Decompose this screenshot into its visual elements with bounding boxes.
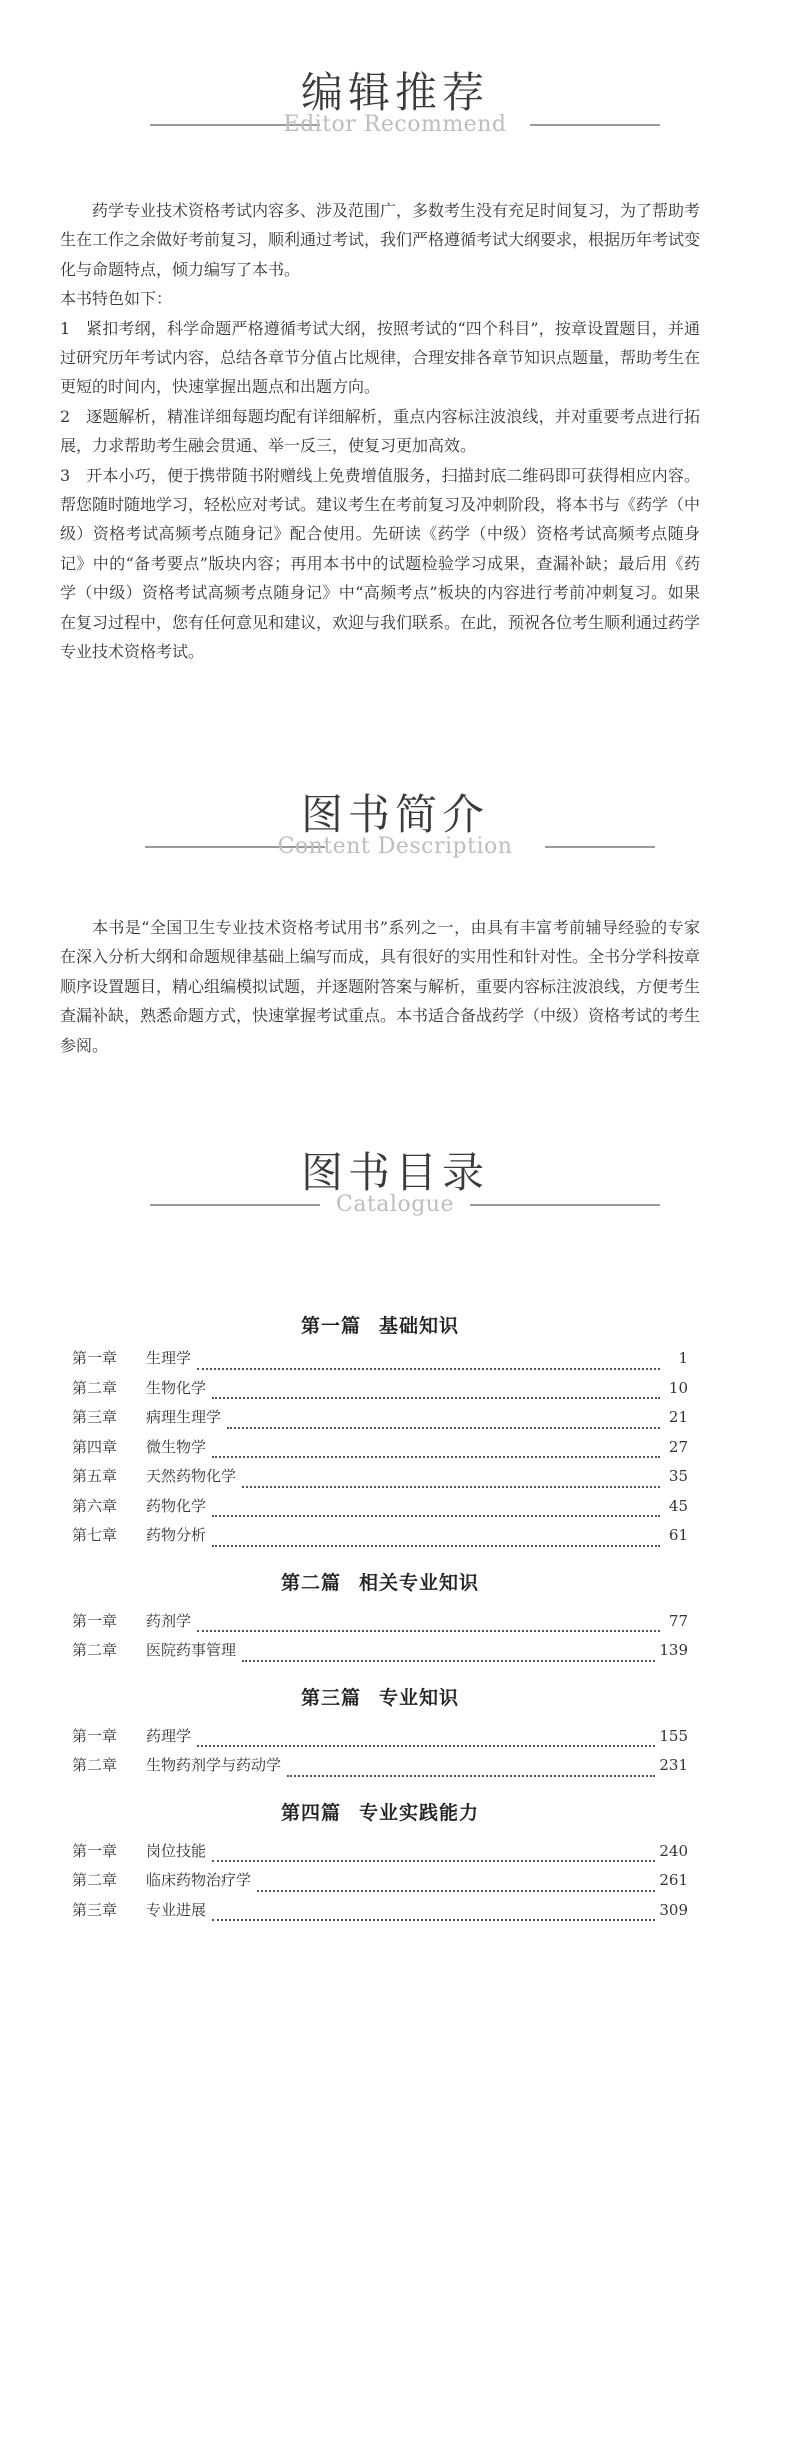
feature-item-2: 2 逐题解析，精准详细每题均配有详细解析，重点内容标注波浪线，并对重要考点进行拓展，力求帮助考生融会贯通、举一反三，使复习更加高效。 — [60, 406, 700, 456]
leader-dots — [212, 1860, 655, 1862]
leader-dots — [197, 1630, 660, 1632]
catalogue-title: 图书目录 — [300, 1148, 489, 1197]
toc-entry[interactable]: 第一章 药剂学 77 — [72, 1607, 688, 1637]
toc-entry[interactable]: 第一章 药理学 155 — [72, 1722, 688, 1752]
leader-dots — [212, 1919, 655, 1921]
catalogue-header — [0, 1148, 790, 1224]
editor-recommend-title: 编辑推荐 — [300, 68, 489, 117]
catalogue-subtitle: Catalogue — [336, 1192, 454, 1217]
editor-recommend-subtitle: Editor Recommend — [283, 112, 507, 137]
table-of-contents — [72, 1308, 688, 1925]
editor-recommend-body — [60, 196, 700, 667]
leader-dots — [287, 1775, 655, 1777]
content-description-body — [60, 913, 700, 1060]
toc-entry[interactable]: 第四章 微生物学 27 — [72, 1433, 688, 1463]
features-label: 本书特色如下： — [60, 289, 173, 309]
toc-entry[interactable]: 第六章 药物化学 45 — [72, 1492, 688, 1522]
content-description-title: 图书简介 — [300, 790, 489, 839]
toc-entry[interactable]: 第五章 天然药物化学 35 — [72, 1462, 688, 1492]
description-paragraph: 本书是“全国卫生专业技术资格考试用书”系列之一，由具有丰富考前辅导经验的专家在深入分析大纲和命题规律基础上编写而成，具有很好的实用性和针对性。全书分学科按章顺序设置题目，精心组编模拟试题，并逐题附答案与解析，重要内容标注波浪线，方便考生查漏补缺，熟悉命题方式，快速掌握考试重点。本书适合备战药学（中级）资格考试的考生参阅。 — [60, 918, 701, 1055]
toc-entry[interactable]: 第二章 临床药物治疗学 261 — [72, 1866, 688, 1896]
toc-part-heading: 第一篇 基础知识 — [300, 1315, 460, 1337]
leader-dots — [197, 1745, 655, 1747]
leader-dots — [212, 1397, 660, 1399]
leader-dots — [212, 1456, 660, 1458]
leader-dots — [257, 1890, 655, 1892]
toc-entry[interactable]: 第二章 生物化学 10 — [72, 1374, 688, 1404]
toc-part-heading: 第四篇 专业实践能力 — [280, 1801, 480, 1824]
content-description-subtitle: Content Description — [277, 834, 513, 859]
feature-item-3: 3 开本小巧，便于携带随书附赠线上免费增值服务，扫描封底二维码即可获得相应内容。帮您随时随地学习，轻松应对考试。建议考生在考前复习及冲刺阶段，将本书与《药学（中级）资格考试高频考点随身记》配合使用。先研读《药学（中级）资格考试高频考点随身记》中的“备考要点”版块内容；再用本书中的试题检验学习成果，查漏补缺；最后用《药学（中级）资格考试高频考点随身记》中“高频考点”板块的内容进行考前冲刺复习。如果在复习过程中，您有任何意见和建议，欢迎与我们联系。在此，预祝各位考生顺利通过药学专业技术资格考试。 — [60, 465, 701, 662]
leader-dots — [212, 1515, 660, 1517]
toc-entry[interactable]: 第七章 药物分析 61 — [72, 1521, 688, 1551]
toc-entry[interactable]: 第二章 医院药事管理 139 — [72, 1636, 688, 1666]
editor-recommend-header — [0, 68, 790, 144]
leader-dots — [242, 1660, 655, 1662]
content-description-header — [0, 790, 790, 866]
toc-entry[interactable]: 第一章 岗位技能 240 — [72, 1837, 688, 1867]
toc-entry[interactable]: 第三章 病理生理学 21 — [72, 1403, 688, 1433]
editor-intro-paragraph: 药学专业技术资格考试内容多、涉及范围广，多数考生没有充足时间复习，为了帮助考生在工作之余做好考前复习，顺利通过考试，我们严格遵循考试大纲要求，根据历年考试变化与命题特点，倾力编写了本书。 — [60, 201, 701, 279]
toc-part-heading: 第二篇 相关专业知识 — [280, 1571, 480, 1594]
leader-dots — [227, 1427, 660, 1429]
toc-entry[interactable]: 第一章 生理学 1 — [72, 1344, 688, 1374]
feature-item-1: 1 紧扣考纲，科学命题严格遵循考试大纲，按照考试的“四个科目”，按章设置题目，并通过研究历年考试内容，总结各章节分值占比规律，合理安排各章节知识点题量，帮助考生在更短的时间内，快速掌握出题点和出题方向。 — [60, 318, 701, 397]
toc-part-heading: 第三篇 专业知识 — [300, 1686, 460, 1709]
leader-dots — [197, 1368, 660, 1370]
leader-dots — [242, 1486, 660, 1488]
toc-entry[interactable]: 第二章 生物药剂学与药动学 231 — [72, 1751, 688, 1781]
leader-dots — [212, 1545, 660, 1547]
toc-entry[interactable]: 第三章 专业进展 309 — [72, 1896, 688, 1926]
